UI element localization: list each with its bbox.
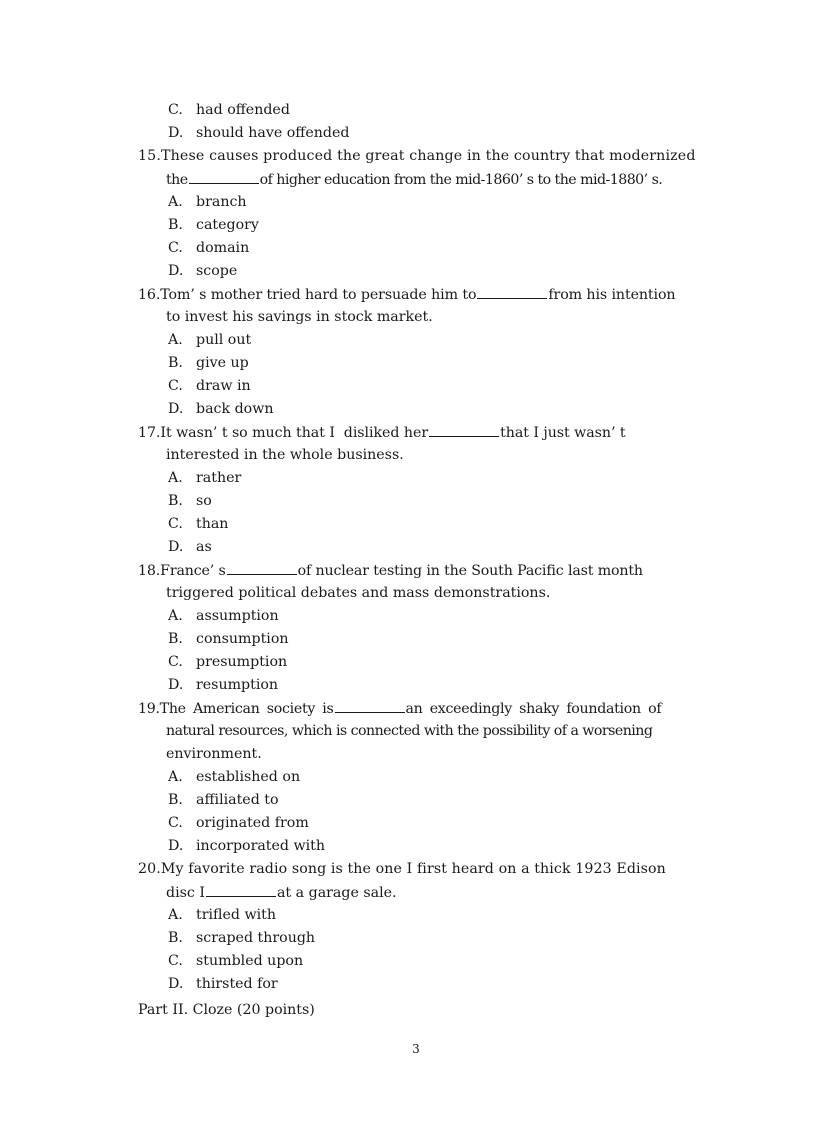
option-a: A. rather: [168, 470, 242, 486]
section-heading: Part II. Cloze (20 points): [138, 1002, 315, 1018]
option-d: D. as: [168, 539, 212, 555]
page-number: 3: [412, 1042, 420, 1056]
option-d: D. back down: [168, 401, 274, 417]
question-19-stem: 19.The American society is an exceedingly shaky foundation of: [138, 698, 661, 718]
answer-blank: [227, 560, 297, 575]
question-20-stem-cont: disc I at a garage sale.: [166, 882, 397, 902]
question-18-stem: 18.France’ s of nuclear testing in the South Pacific last month: [138, 560, 643, 580]
question-16-stem: 16.Tom’ s mother tried hard to persuade him to from his intention: [138, 284, 675, 304]
option-b: B. affiliated to: [168, 792, 279, 808]
option-c: C. draw in: [168, 378, 251, 394]
option-b: B. consumption: [168, 631, 289, 647]
option-c: C. originated from: [168, 815, 309, 831]
question-20-stem: 20.My favorite radio song is the one I first heard on a thick 1923 Edison: [138, 861, 666, 877]
answer-blank: [335, 698, 405, 713]
option-c: C. stumbled upon: [168, 953, 304, 969]
option-b: B. category: [168, 217, 259, 233]
question-17-stem-cont: interested in the whole business.: [166, 447, 404, 463]
option-d: D. resumption: [168, 677, 279, 693]
answer-blank: [206, 882, 276, 897]
option-d: D. should have offended: [168, 125, 350, 141]
answer-blank: [477, 284, 547, 299]
option-a: A. branch: [168, 194, 247, 210]
question-16-stem-cont: to invest his savings in stock market.: [166, 309, 433, 325]
answer-blank: [429, 422, 499, 437]
question-15-stem-cont: the of higher education from the mid-1860’ s to the mid-1880’ s.: [166, 169, 662, 189]
option-d: D. incorporated with: [168, 838, 326, 854]
question-18-stem-cont: triggered political debates and mass demonstrations.: [166, 585, 551, 601]
option-c: C. domain: [168, 240, 250, 256]
option-a: A. pull out: [168, 332, 252, 348]
option-a: A. trifled with: [168, 907, 276, 923]
option-b: B. so: [168, 493, 212, 509]
question-19-stem-cont: environment.: [166, 746, 262, 762]
question-17-stem: 17.It wasn’ t so much that I disliked her that I just wasn’ t: [138, 422, 626, 442]
option-c: C. presumption: [168, 654, 288, 670]
question-15-stem: 15.These causes produced the great change in the country that modernized: [138, 148, 696, 164]
option-a: A. assumption: [168, 608, 279, 624]
option-b: B. give up: [168, 355, 249, 371]
option-a: A. established on: [168, 769, 301, 785]
option-d: D. thirsted for: [168, 976, 278, 992]
option-d: D. scope: [168, 263, 238, 279]
answer-blank: [189, 169, 259, 184]
option-b: B. scraped through: [168, 930, 316, 946]
option-c: C. than: [168, 516, 229, 532]
option-c: C. had offended: [168, 102, 290, 118]
question-19-stem-cont: natural resources, which is connected with the possibility of a worsening: [166, 723, 653, 739]
